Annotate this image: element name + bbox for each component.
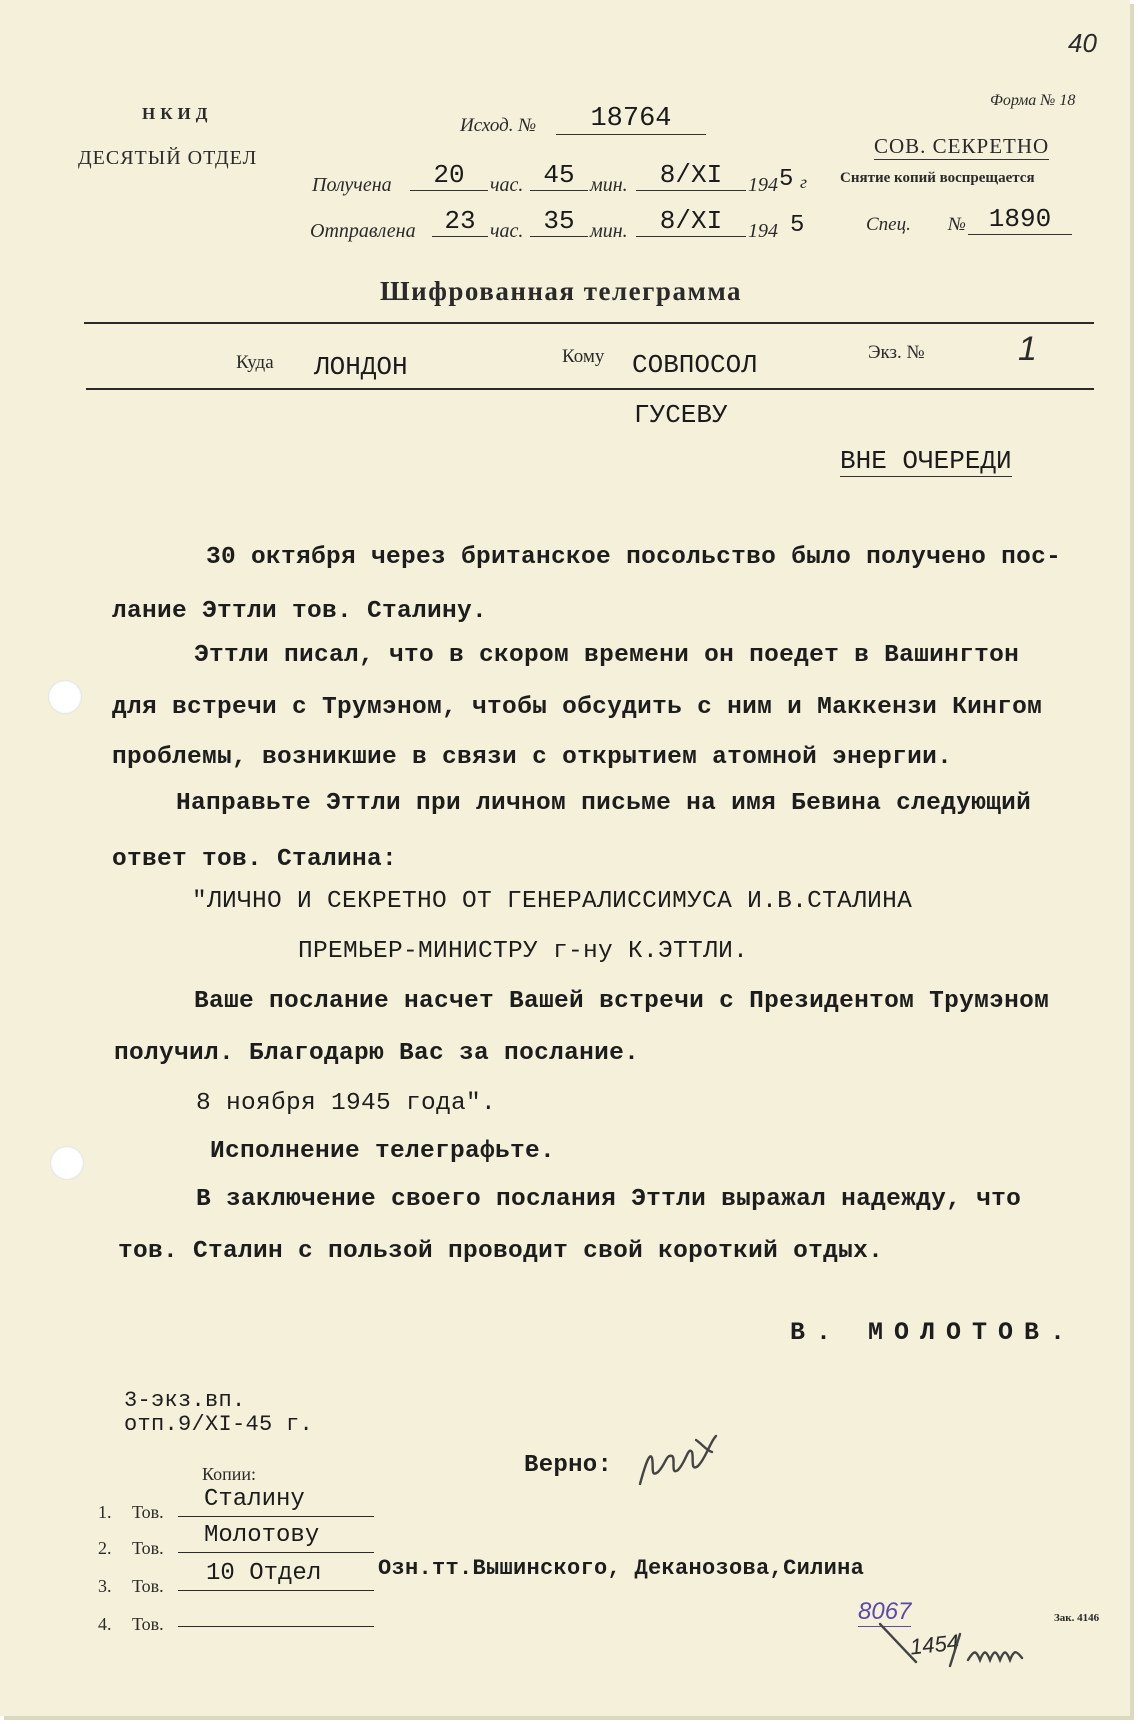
addressee-value: СОВПОСОЛ xyxy=(632,350,757,380)
copy-item-prefix: Тов. xyxy=(132,1576,164,1596)
routing-rule xyxy=(86,388,1094,390)
ministry-name: НКИД xyxy=(142,104,213,123)
copy-item-name: Сталину xyxy=(204,1486,305,1513)
document-title: Шифрованная телеграмма xyxy=(380,276,743,306)
copy-item-line xyxy=(178,1590,374,1591)
spec-label: Спец. xyxy=(866,214,911,235)
priority-mark: ВНЕ ОЧЕРЕДИ xyxy=(840,446,1012,476)
recipient-name: ГУСЕВУ xyxy=(634,400,728,430)
outgoing-label: Исход. № xyxy=(460,115,537,136)
body-line: Ваше послание насчет Вашей встречи с Президентом Трумэном xyxy=(194,988,1050,1015)
copy-item-number: 3. xyxy=(98,1576,112,1596)
handwritten-registry-number: 8067 xyxy=(858,1598,912,1625)
classification-stamp: СОВ. СЕКРЕТНО xyxy=(874,134,1050,158)
received-date: 8/XI xyxy=(636,160,746,191)
body-line: ПРЕМЬЕР-МИНИСТРУ г-ну К.ЭТТЛИ. xyxy=(298,938,749,965)
body-line: В заключение своего послания Эттли выражал надежду, что xyxy=(196,1186,1022,1213)
received-year-prefix: 194 xyxy=(748,174,778,196)
copy-notice: Снятие копий воспрещается xyxy=(840,170,1035,186)
copy-item-line xyxy=(178,1516,374,1517)
body-line: тов. Сталин с пользой проводит свой короткий отдых. xyxy=(118,1238,884,1265)
received-minutes-label: мин. xyxy=(590,174,628,196)
copy-number-label: Экз. № xyxy=(868,342,925,363)
received-hours: 20 xyxy=(410,160,488,191)
body-line: 30 октября через британское посольство было получено пос- xyxy=(206,544,1062,571)
body-line: для встречи с Трумэном, чтобы обсудить с ним и Маккензи Кингом xyxy=(112,694,1043,721)
copy-item-prefix: Тов. xyxy=(132,1502,164,1522)
addressee-label: Кому xyxy=(562,346,605,367)
body-line: Эттли писал, что в скором времени он поедет в Вашингтон xyxy=(194,642,1020,669)
copy-item-prefix: Тов. xyxy=(132,1614,164,1634)
body-line: Исполнение телеграфьте. xyxy=(210,1138,556,1165)
sent-minutes-label: мин. xyxy=(590,220,628,242)
copies-note: 3-экз.вп. xyxy=(124,1388,246,1413)
body-line: Направьте Эттли при личном письме на имя Бевина следующий xyxy=(176,790,1032,817)
copy-item-line xyxy=(178,1552,374,1553)
copy-item-name: 10 Отдел xyxy=(206,1560,322,1587)
received-year-digit: 5 xyxy=(779,166,794,193)
sent-date: 8/XI xyxy=(636,206,746,237)
body-line: получил. Благодарю Вас за послание. xyxy=(114,1040,640,1067)
spec-number-label: № xyxy=(948,214,966,235)
body-line: 8 ноября 1945 года". xyxy=(196,1090,497,1117)
punch-hole xyxy=(48,680,82,714)
destination-value: ЛОНДОН xyxy=(314,352,408,382)
sent-label: Отправлена xyxy=(310,220,416,242)
sent-year-digit: 5 xyxy=(790,212,805,239)
body-line: лание Эттли тов. Сталину. xyxy=(112,598,488,625)
received-minutes: 45 xyxy=(530,160,588,191)
handwritten-file-number: 1454 xyxy=(908,1629,961,1660)
copy-number-value: 1 xyxy=(1018,330,1037,368)
department-name: ДЕСЯТЫЙ ОТДЕЛ xyxy=(78,147,258,169)
verified-signature xyxy=(636,1432,726,1492)
dispatch-note: отп.9/XI-45 г. xyxy=(124,1412,314,1437)
body-line: проблемы, возникшие в связи с открытием атомной энергии. xyxy=(112,744,953,771)
sent-hours: 23 xyxy=(432,206,488,237)
body-line: "ЛИЧНО И СЕКРЕТНО ОТ ГЕНЕРАЛИССИМУСА И.В.СТАЛИНА xyxy=(192,888,913,915)
signature-name: В. МОЛОТОВ. xyxy=(790,1318,1077,1347)
page-number: 40 xyxy=(1068,28,1097,58)
form-number: Форма № 18 xyxy=(990,92,1076,109)
copy-item-prefix: Тов. xyxy=(132,1538,164,1558)
received-label: Получена xyxy=(312,174,392,196)
body-line: ответ тов. Сталина: xyxy=(112,846,398,873)
destination-label: Куда xyxy=(236,352,274,373)
acquainted-note: Озн.тт.Вышинского, Деканозова,Силина xyxy=(378,1556,865,1581)
copy-item-number: 1. xyxy=(98,1502,112,1522)
received-hours-label: час. xyxy=(490,174,524,196)
punch-hole xyxy=(50,1146,84,1180)
header-rule xyxy=(84,322,1094,324)
sent-minutes: 35 xyxy=(530,206,588,237)
copy-item-number: 4. xyxy=(98,1614,112,1634)
outgoing-number: 18764 xyxy=(556,104,706,135)
verified-label: Верно: xyxy=(524,1452,613,1479)
copy-item-line xyxy=(178,1626,374,1627)
copy-item-name: Молотову xyxy=(204,1522,320,1549)
sent-hours-label: час. xyxy=(490,220,524,242)
order-number: Зак. 4146 xyxy=(1054,1612,1100,1624)
handwritten-scribble xyxy=(876,1604,1036,1674)
sent-year-prefix: 194 xyxy=(748,220,778,242)
received-year-suffix: г xyxy=(800,172,808,192)
copy-item-number: 2. xyxy=(98,1538,112,1558)
spec-number: 1890 xyxy=(968,204,1072,235)
copies-label: Копии: xyxy=(202,1464,257,1484)
